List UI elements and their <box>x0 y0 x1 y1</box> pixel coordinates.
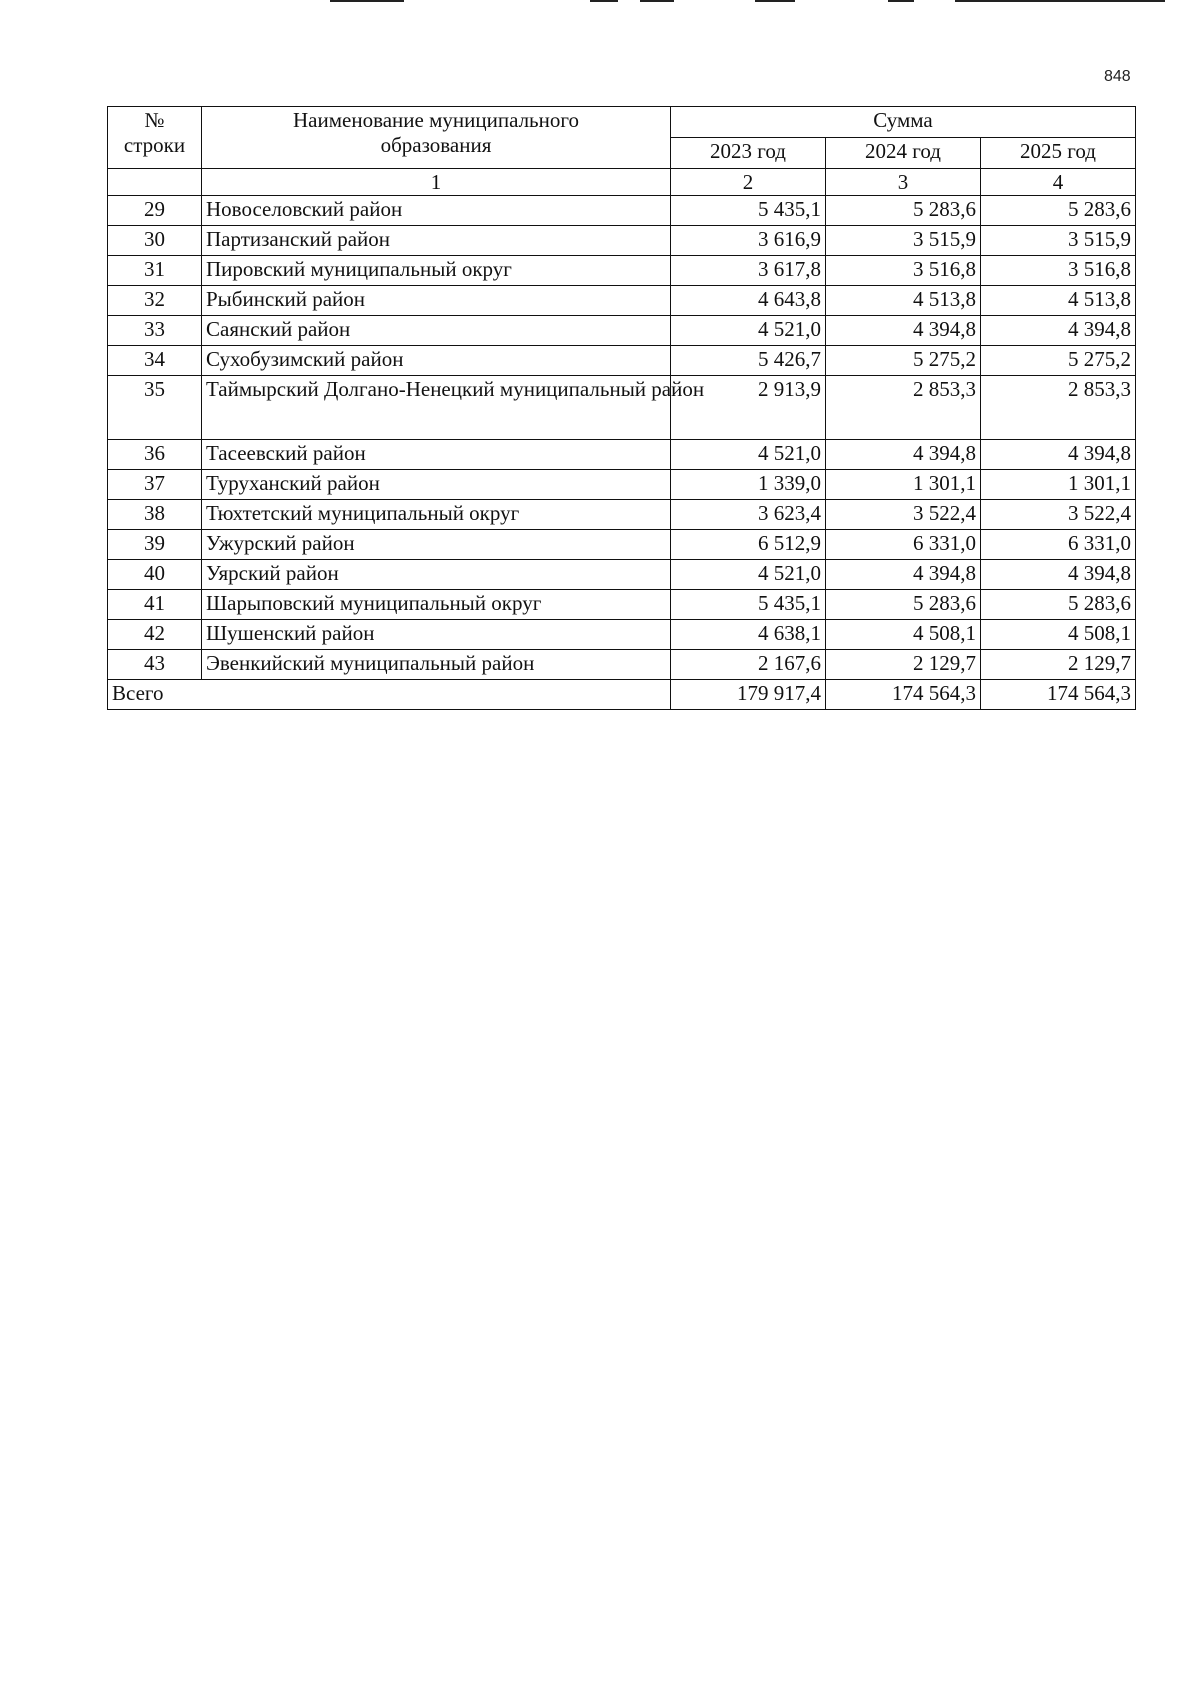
municipality-name: Новоселовский район <box>202 196 671 226</box>
header-year-2023: 2023 год <box>671 138 826 169</box>
header-row <box>108 107 1136 138</box>
municipality-name: Рыбинский район <box>202 286 671 316</box>
amount-2025: 5 275,2 <box>981 346 1136 376</box>
amount-2025: 4 394,8 <box>981 560 1136 590</box>
header-name-line1: Наименование муниципального <box>293 108 579 132</box>
header-row-no-line1: № <box>144 108 165 132</box>
amount-2025: 4 394,8 <box>981 316 1136 346</box>
amount-2023: 3 616,9 <box>671 226 826 256</box>
amount-2024: 4 394,8 <box>826 316 981 346</box>
column-number <box>108 169 202 196</box>
amount-2023: 5 435,1 <box>671 590 826 620</box>
header-name-line2: образования <box>380 132 492 157</box>
amount-2023: 5 426,7 <box>671 346 826 376</box>
header-year-2025: 2025 год <box>981 138 1136 169</box>
table-row <box>108 650 1136 680</box>
column-number: 4 <box>981 169 1136 196</box>
municipality-name: Тюхтетский муниципальный округ <box>202 500 671 530</box>
amount-2024: 4 394,8 <box>826 560 981 590</box>
column-numbers-row <box>108 169 1136 196</box>
amount-2025: 2 129,7 <box>981 650 1136 680</box>
amount-2024: 5 283,6 <box>826 590 981 620</box>
amount-2023: 3 617,8 <box>671 256 826 286</box>
table-row <box>108 590 1136 620</box>
municipality-name: Таймырский Долгано-Ненецкий муниципальный район <box>202 376 671 440</box>
page-number: 848 <box>1104 68 1131 85</box>
row-number: 38 <box>108 500 202 530</box>
header-sum: Сумма <box>671 107 1136 138</box>
amount-2023: 4 521,0 <box>671 560 826 590</box>
scan-edge-line <box>955 0 1165 2</box>
table-row <box>108 256 1136 286</box>
amount-2024: 3 522,4 <box>826 500 981 530</box>
row-number: 35 <box>108 376 202 440</box>
amount-2024: 4 513,8 <box>826 286 981 316</box>
scan-edge-line <box>590 0 618 2</box>
total-amount-2024: 174 564,3 <box>826 680 981 710</box>
municipality-name: Сухобузимский район <box>202 346 671 376</box>
table-row <box>108 440 1136 470</box>
table-row <box>108 196 1136 226</box>
amount-2024: 3 516,8 <box>826 256 981 286</box>
header-row-no <box>108 107 202 169</box>
column-number: 2 <box>671 169 826 196</box>
header-name <box>202 107 671 169</box>
amount-2023: 4 521,0 <box>671 316 826 346</box>
table-row <box>108 376 1136 440</box>
amount-2024: 2 129,7 <box>826 650 981 680</box>
municipality-name: Ужурский район <box>202 530 671 560</box>
municipality-name: Партизанский район <box>202 226 671 256</box>
amount-2023: 5 435,1 <box>671 196 826 226</box>
row-number: 39 <box>108 530 202 560</box>
municipality-name: Шушенский район <box>202 620 671 650</box>
header-row-no-line2: строки <box>123 132 186 157</box>
amount-2024: 2 853,3 <box>826 376 981 440</box>
municipality-name: Эвенкийский муниципальный район <box>202 650 671 680</box>
amount-2023: 6 512,9 <box>671 530 826 560</box>
total-amount-2023: 179 917,4 <box>671 680 826 710</box>
amount-2024: 6 331,0 <box>826 530 981 560</box>
row-number: 32 <box>108 286 202 316</box>
amount-2024: 5 275,2 <box>826 346 981 376</box>
table-row <box>108 226 1136 256</box>
municipality-name: Шарыповский муниципальный округ <box>202 590 671 620</box>
table-row <box>108 560 1136 590</box>
scan-edge-line <box>330 0 404 2</box>
row-number: 37 <box>108 470 202 500</box>
amount-2025: 3 515,9 <box>981 226 1136 256</box>
amount-2025: 3 522,4 <box>981 500 1136 530</box>
amount-2023: 3 623,4 <box>671 500 826 530</box>
row-number: 43 <box>108 650 202 680</box>
municipality-name: Тасеевский район <box>202 440 671 470</box>
amount-2025: 1 301,1 <box>981 470 1136 500</box>
total-amount-2025: 174 564,3 <box>981 680 1136 710</box>
amount-2025: 6 331,0 <box>981 530 1136 560</box>
total-label: Всего <box>108 680 671 710</box>
row-number: 42 <box>108 620 202 650</box>
amount-2024: 4 508,1 <box>826 620 981 650</box>
row-number: 40 <box>108 560 202 590</box>
amount-2023: 4 638,1 <box>671 620 826 650</box>
amount-2024: 3 515,9 <box>826 226 981 256</box>
table-row <box>108 286 1136 316</box>
row-number: 34 <box>108 346 202 376</box>
table-row <box>108 316 1136 346</box>
row-number: 31 <box>108 256 202 286</box>
budget-table <box>107 106 1136 710</box>
header-year-2024: 2024 год <box>826 138 981 169</box>
amount-2023: 2 167,6 <box>671 650 826 680</box>
amount-2024: 5 283,6 <box>826 196 981 226</box>
municipality-name: Уярский район <box>202 560 671 590</box>
row-number: 41 <box>108 590 202 620</box>
row-number: 36 <box>108 440 202 470</box>
amount-2024: 1 301,1 <box>826 470 981 500</box>
amount-2025: 4 508,1 <box>981 620 1136 650</box>
table-row <box>108 470 1136 500</box>
amount-2024: 4 394,8 <box>826 440 981 470</box>
total-row <box>108 680 1136 710</box>
amount-2023: 1 339,0 <box>671 470 826 500</box>
table-row <box>108 530 1136 560</box>
amount-2023: 4 521,0 <box>671 440 826 470</box>
municipality-name: Туруханский район <box>202 470 671 500</box>
amount-2025: 5 283,6 <box>981 196 1136 226</box>
row-number: 29 <box>108 196 202 226</box>
row-number: 30 <box>108 226 202 256</box>
amount-2023: 4 643,8 <box>671 286 826 316</box>
table-row <box>108 500 1136 530</box>
amount-2025: 3 516,8 <box>981 256 1136 286</box>
amount-2023: 2 913,9 <box>671 376 826 440</box>
amount-2025: 4 513,8 <box>981 286 1136 316</box>
column-number: 1 <box>202 169 671 196</box>
amount-2025: 5 283,6 <box>981 590 1136 620</box>
table-row <box>108 620 1136 650</box>
municipality-name: Пировский муниципальный округ <box>202 256 671 286</box>
scan-edge-line <box>888 0 914 2</box>
table-row <box>108 346 1136 376</box>
column-number: 3 <box>826 169 981 196</box>
row-number: 33 <box>108 316 202 346</box>
scan-edge-line <box>640 0 674 2</box>
amount-2025: 4 394,8 <box>981 440 1136 470</box>
scan-edge-line <box>755 0 795 2</box>
amount-2025: 2 853,3 <box>981 376 1136 440</box>
municipality-name: Саянский район <box>202 316 671 346</box>
